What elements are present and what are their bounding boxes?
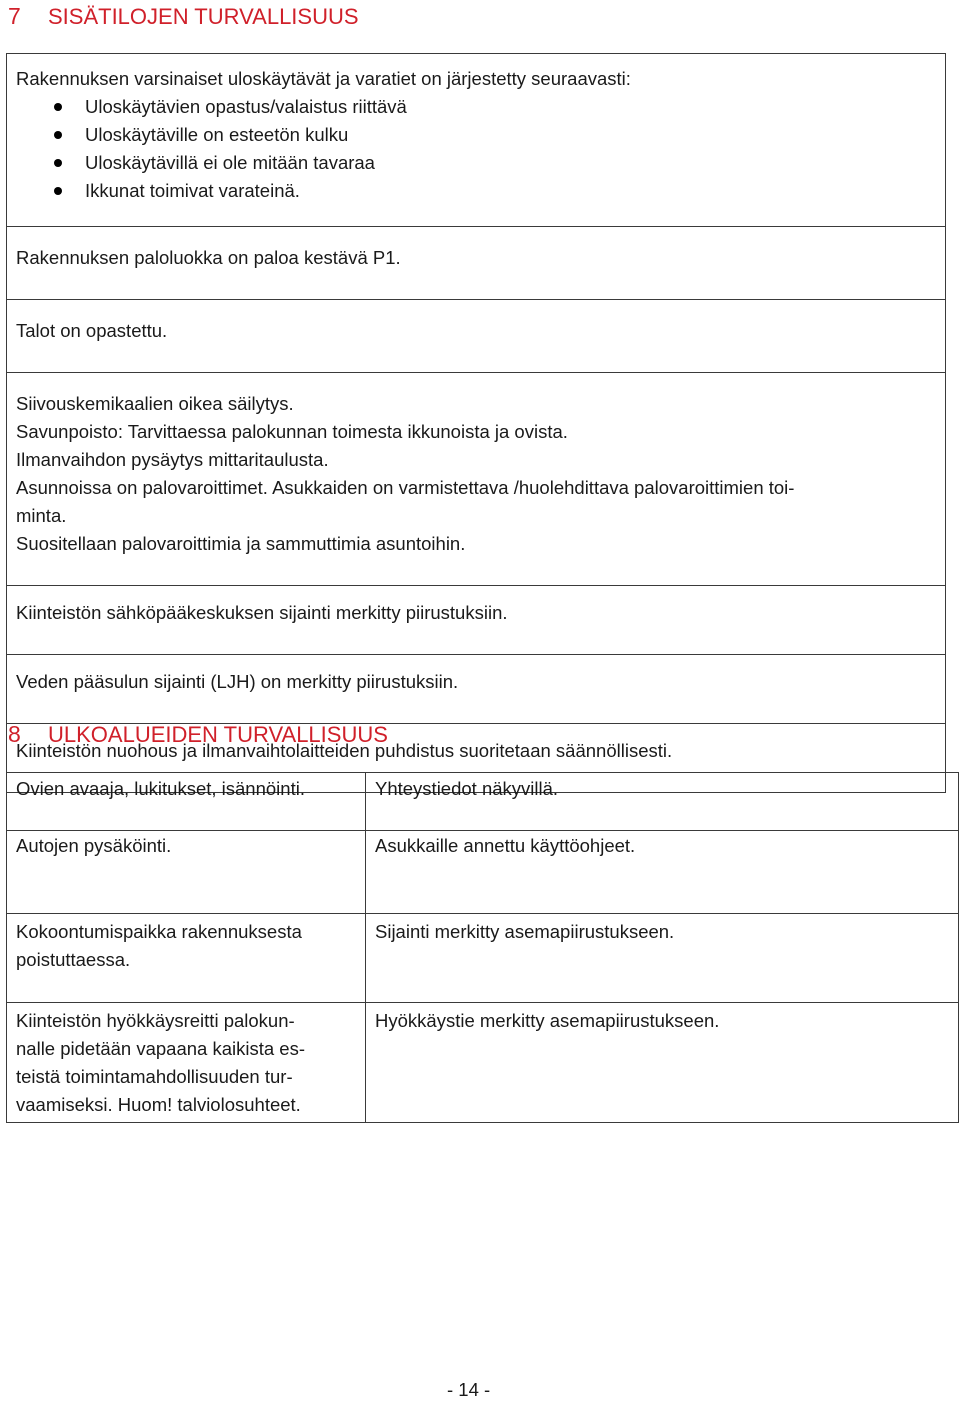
table-row bbox=[7, 373, 946, 586]
outdoor-left-cell bbox=[7, 831, 366, 914]
ventilation-stop-text: Ilmanvaihdon pysäytys mittaritaulusta. bbox=[16, 449, 329, 470]
attack-route-text: nalle pidetään vapaana kaikista es- bbox=[16, 1038, 305, 1059]
section-7-heading bbox=[8, 3, 359, 30]
list-item: Uloskäytävillä ei ole mitään tavaraa bbox=[16, 149, 936, 177]
exits-intro: Rakennuksen varsinaiset uloskäytävät ja varatiet on järjestetty seuraavasti: bbox=[16, 68, 631, 89]
chemicals-text: Siivouskemikaalien oikea säilytys. bbox=[16, 393, 294, 414]
indoor-safety-table bbox=[6, 53, 946, 793]
table-row bbox=[7, 586, 946, 655]
parking-instructions-text: Asukkaille annettu käyttöohjeet. bbox=[375, 835, 636, 856]
outdoor-left-cell bbox=[7, 773, 366, 831]
page-number: - 14 - bbox=[447, 1379, 491, 1400]
signage-cell bbox=[7, 300, 946, 373]
contact-info-text: Yhteystiedot näkyvillä. bbox=[375, 778, 559, 799]
chimney-text: Kiinteistön nuohous ja ilmanvaihtolaitteiden puhdistus suoritetaan säännöllisesti. bbox=[16, 740, 673, 761]
section-7-title: SISÄTILOJEN TURVALLISUUS bbox=[48, 4, 359, 29]
fire-class-text: Rakennuksen paloluokka on paloa kestävä P1. bbox=[16, 247, 401, 268]
section-8-title: ULKOALUEIDEN TURVALLISUUS bbox=[48, 722, 388, 747]
list-item: Uloskäytäville on esteetön kulku bbox=[16, 121, 936, 149]
attack-route-text: vaamiseksi. Huom! talviolosuhteet. bbox=[16, 1094, 301, 1115]
outdoor-left-cell bbox=[7, 1003, 366, 1123]
table-row bbox=[7, 300, 946, 373]
exits-list bbox=[16, 93, 936, 205]
assembly-point-text: Kokoontumispaikka rakennuksesta bbox=[16, 921, 302, 942]
fire-class-cell bbox=[7, 227, 946, 300]
water-cell bbox=[7, 655, 946, 724]
exits-cell bbox=[7, 54, 946, 227]
section-7-number: 7 bbox=[8, 3, 21, 29]
electric-cell bbox=[7, 586, 946, 655]
assembly-point-text-cont: poistuttaessa. bbox=[16, 949, 131, 970]
electric-text: Kiinteistön sähköpääkeskuksen sijainti merkitty piirustuksiin. bbox=[16, 602, 508, 623]
outdoor-right-cell bbox=[366, 773, 959, 831]
outdoor-right-cell bbox=[366, 1003, 959, 1123]
recommendation-text: Suositellaan palovaroittimia ja sammuttimia asuntoihin. bbox=[16, 533, 466, 554]
attack-route-location-text: Hyökkäystie merkitty asemapiirustukseen. bbox=[375, 1010, 720, 1031]
table-row bbox=[7, 1003, 959, 1123]
attack-route-text: teistä toimintamahdollisuuden tur- bbox=[16, 1066, 293, 1087]
attack-route-text: Kiinteistön hyökkäysreitti palokun- bbox=[16, 1010, 295, 1031]
outdoor-right-cell bbox=[366, 914, 959, 1003]
smoke-alarms-text-cont: minta. bbox=[16, 505, 67, 526]
outdoor-safety-table bbox=[6, 772, 959, 1123]
list-item: Uloskäytävien opastus/valaistus riittävä bbox=[16, 93, 936, 121]
table-row bbox=[7, 914, 959, 1003]
parking-text: Autojen pysäköinti. bbox=[16, 835, 172, 856]
outdoor-left-cell bbox=[7, 914, 366, 1003]
table-row bbox=[7, 773, 959, 831]
table-row bbox=[7, 831, 959, 914]
water-text: Veden pääsulun sijainti (LJH) on merkitty piirustuksiin. bbox=[16, 671, 459, 692]
door-opener-text: Ovien avaaja, lukitukset, isännöinti. bbox=[16, 778, 305, 799]
outdoor-right-cell bbox=[366, 831, 959, 914]
chemicals-smoke-cell bbox=[7, 373, 946, 586]
smoke-alarms-text: Asunnoissa on palovaroittimet. Asukkaiden on varmistettava /huolehdittava palovaroittimien toi- bbox=[16, 477, 795, 498]
table-row bbox=[7, 655, 946, 724]
table-row bbox=[7, 54, 946, 227]
assembly-location-text: Sijainti merkitty asemapiirustukseen. bbox=[375, 921, 675, 942]
smoke-extraction-text: Savunpoisto: Tarvittaessa palokunnan toimesta ikkunoista ja ovista. bbox=[16, 421, 568, 442]
section-8-heading bbox=[8, 721, 388, 748]
signage-text: Talot on opastettu. bbox=[16, 320, 168, 341]
list-item: Ikkunat toimivat varateinä. bbox=[16, 177, 936, 205]
table-row bbox=[7, 227, 946, 300]
section-8-number: 8 bbox=[8, 721, 21, 747]
